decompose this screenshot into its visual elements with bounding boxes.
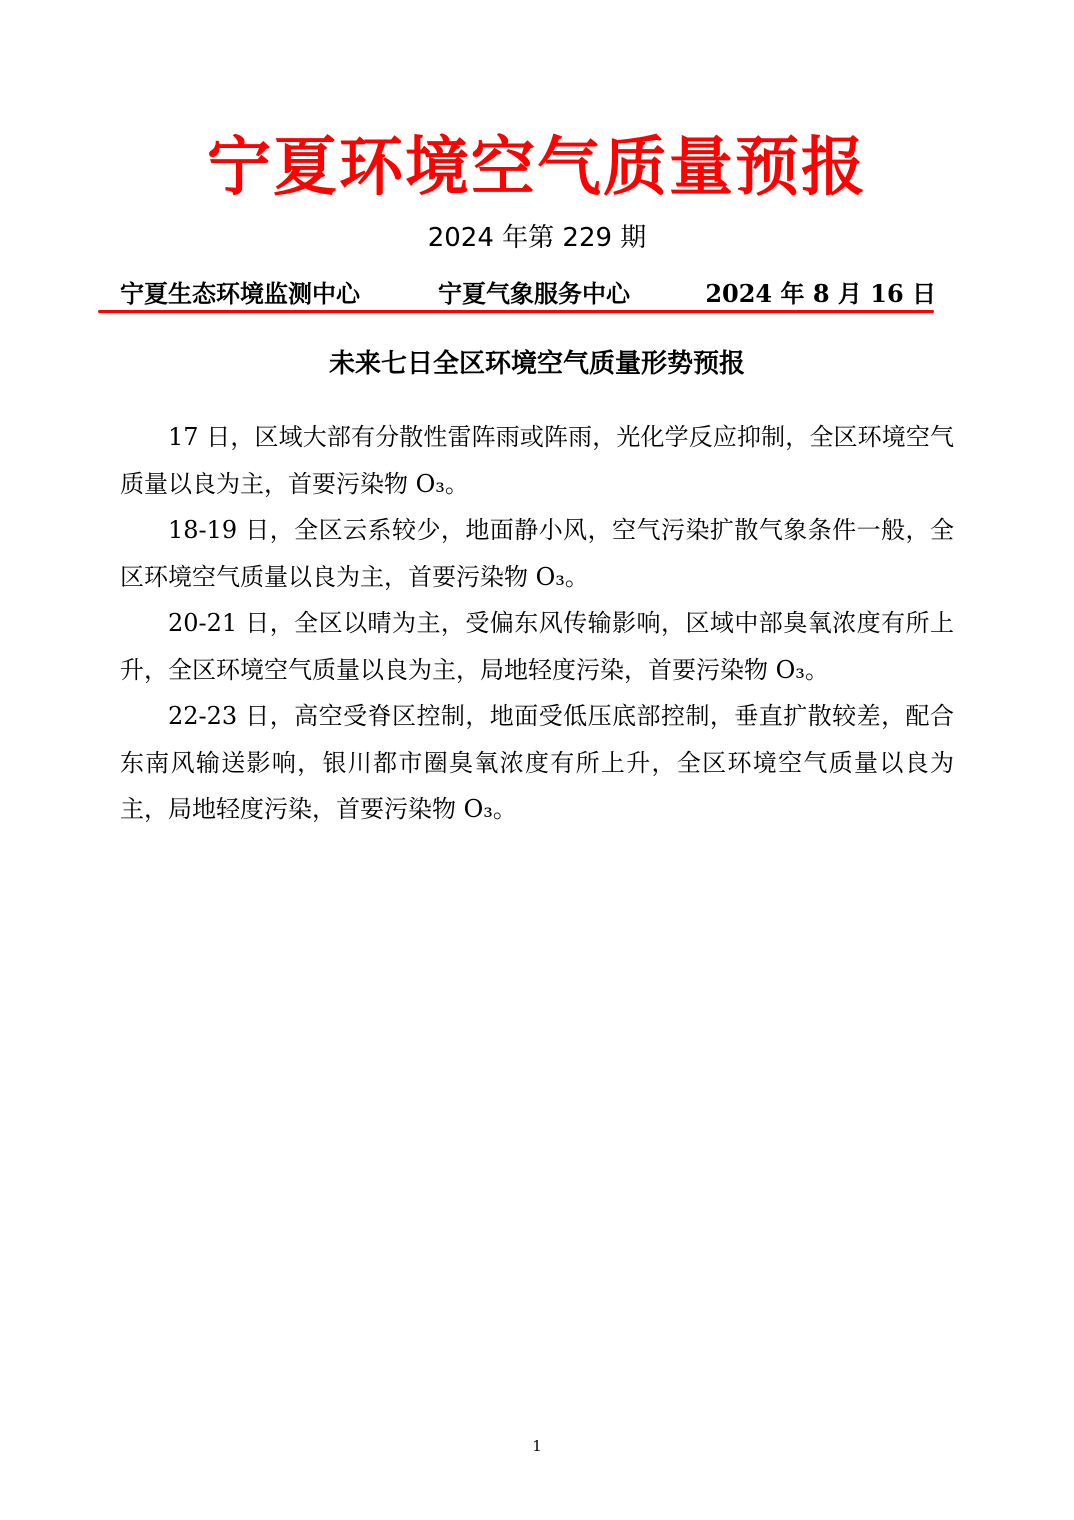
- issuer-monitoring-center: 宁夏生态环境监测中心: [120, 279, 360, 308]
- masthead-title: 宁夏环境空气质量预报: [207, 130, 867, 205]
- issue-number: 2024 年第 229 期: [427, 223, 647, 253]
- red-divider-line: [98, 310, 934, 313]
- issue-date: 2024 年 8 月 16 日: [705, 279, 936, 308]
- forecast-paragraph: 20-21 日，全区以晴为主，受偏东风传输影响，区域中部臭氧浓度有所上升，全区环境空气质量以良为主，局地轻度污染，首要污染物 O₃。: [120, 609, 954, 684]
- forecast-paragraph: 22-23 日，高空受脊区控制，地面受低压底部控制，垂直扩散较差，配合东南风输送影响，银川都市圈臭氧浓度有所上升，全区环境空气质量以良为主，局地轻度污染，首要污染物 O₃。: [120, 702, 954, 823]
- issuer-row: [120, 276, 936, 312]
- forecast-paragraph: 17 日，区域大部有分散性雷阵雨或阵雨，光化学反应抑制，全区环境空气质量以良为主，首要污染物 O₃。: [120, 423, 954, 498]
- forecast-paragraph: 18-19 日，全区云系较少，地面静小风，空气污染扩散气象条件一般，全区环境空气质量以良为主，首要污染物 O₃。: [120, 516, 954, 591]
- issuer-meteorological-center: 宁夏气象服务中心: [438, 279, 630, 308]
- section-title: 未来七日全区环境空气质量形势预报: [328, 349, 745, 379]
- forecast-body: [120, 414, 954, 833]
- page-number: 1: [532, 1437, 542, 1455]
